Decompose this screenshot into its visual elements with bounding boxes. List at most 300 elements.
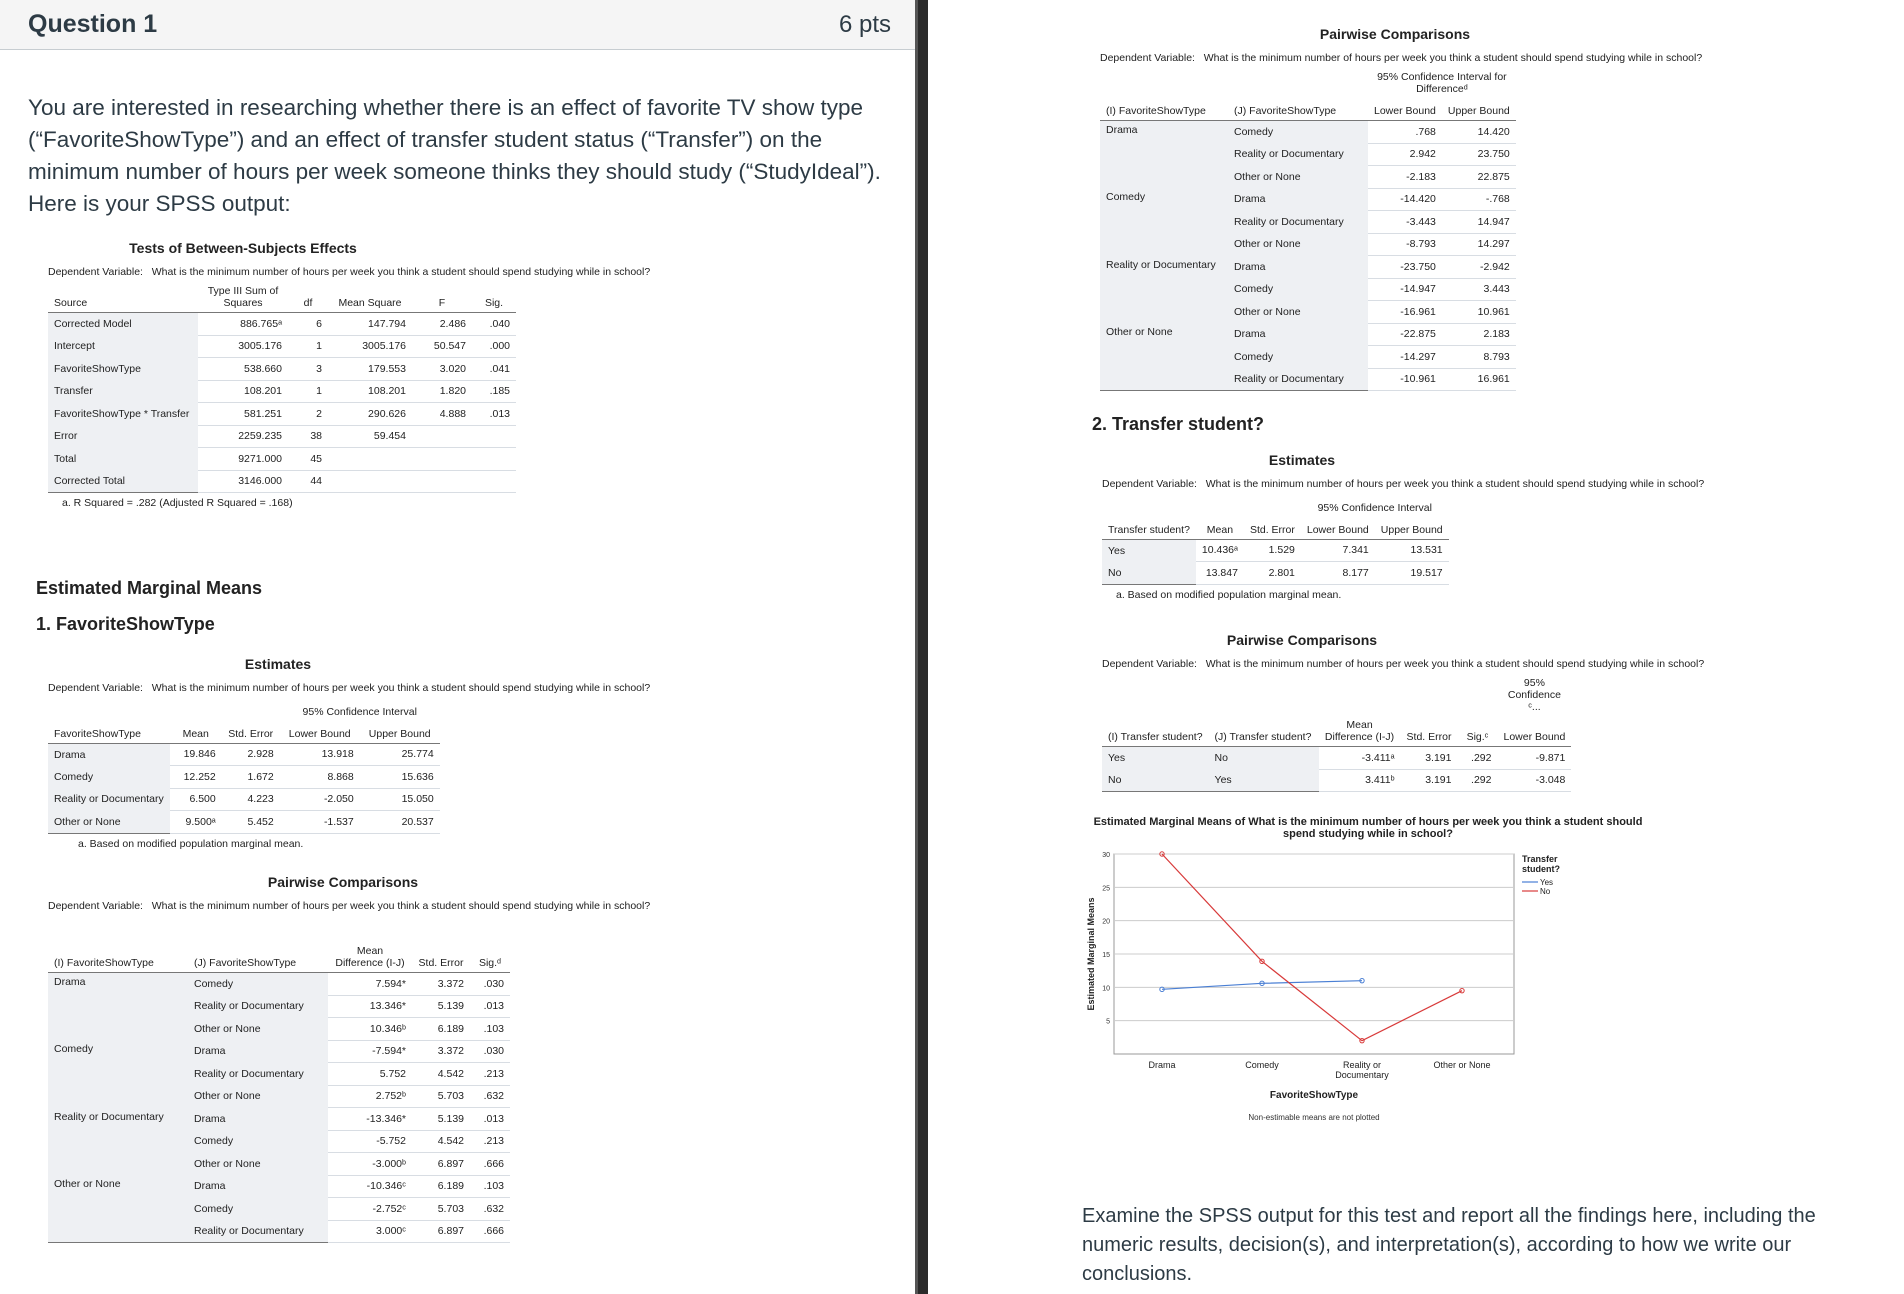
tr-est-label: No (1102, 562, 1196, 585)
fst-est-dv: Dependent Variable: What is the minimum number of hours per week you think a student should spend studying while in school? (48, 682, 651, 694)
fst-pair-ci-row (1100, 256, 1516, 279)
legend-title: student? (1522, 864, 1560, 874)
fst-pair-j-label: Comedy (188, 973, 328, 996)
tr-est-row (1102, 562, 1449, 585)
fst-pair-ci-header: Upper Bound (1442, 98, 1516, 121)
between-value: 108.201 (328, 380, 412, 403)
series-line-yes (1162, 981, 1362, 990)
between-header: Mean Square (328, 282, 412, 313)
between-value: 147.794 (328, 313, 412, 336)
fst-pair-value: 3.000ᶜ (328, 1220, 412, 1243)
tr-pair-value: -3.048 (1497, 769, 1571, 792)
between-value (328, 448, 412, 471)
fst-pair-j-label: Drama (188, 1040, 328, 1063)
tr-pair-value: 3.191 (1401, 747, 1458, 770)
between-value (412, 425, 472, 448)
fst-pair-ci-value: -3.443 (1368, 211, 1442, 234)
fst-pair-i-label: Other or None (48, 1175, 188, 1243)
between-header: df (288, 282, 328, 313)
tr-pair-spacer (1102, 674, 1209, 716)
between-value: 538.660 (198, 358, 288, 381)
fst-est-label: Comedy (48, 766, 170, 789)
between-source: FavoriteShowType (48, 358, 198, 381)
fst-est-label: Reality or Documentary (48, 788, 170, 811)
fst-pair-i-label: Comedy (48, 1040, 188, 1108)
tr-est-header: Transfer student? (1102, 517, 1196, 540)
between-source: Corrected Model (48, 313, 198, 336)
tr-pair-spacer (1319, 674, 1401, 716)
fst-est-value: 15.050 (360, 788, 440, 811)
fst-pair-ci-table (1100, 68, 1516, 391)
fst-pair-ci-j-label: Reality or Documentary (1228, 368, 1368, 391)
fst-pair-ci-value: 2.183 (1442, 323, 1516, 346)
fst-est-header: FavoriteShowType (48, 721, 170, 744)
fst-pair-row (48, 1040, 510, 1063)
tr-est-header: Std. Error (1244, 517, 1301, 540)
fst-pair-ci-value: 10.961 (1442, 301, 1516, 324)
between-row (48, 313, 516, 336)
fst-pair-ci-row (1100, 121, 1516, 144)
fst-est-row (48, 743, 440, 766)
fst-pair-value: 10.346ᵇ (328, 1018, 412, 1041)
y-tick-label: 10 (1102, 985, 1110, 993)
fst-pair-ci-value: -.768 (1442, 188, 1516, 211)
tr-pair-header: Std. Error (1401, 716, 1458, 747)
between-value: 3 (288, 358, 328, 381)
between-value: 38 (288, 425, 328, 448)
fst-pair-ci-header: Lower Bound (1368, 98, 1442, 121)
fst-pair-j-label: Drama (188, 1108, 328, 1131)
y-tick-label: 25 (1102, 885, 1110, 893)
question-title: Question 1 (28, 10, 158, 38)
fst-pair-value: -3.000ᵇ (328, 1153, 412, 1176)
x-tick-label: Reality or (1342, 1060, 1382, 1070)
fst-pair-ci-j-label: Comedy (1228, 346, 1368, 369)
fst-pair-value: 3.372 (412, 1040, 470, 1063)
fst-est-spacer (170, 698, 222, 721)
fst-pair-ci-j-label: Reality or Documentary (1228, 143, 1368, 166)
tr-pair-ci-header: 95% Confidence ᶜ... (1507, 677, 1561, 713)
between-row (48, 470, 516, 493)
fst-pair-ci-j-label: Other or None (1228, 233, 1368, 256)
fst-pair-header: Mean Difference (I-J) (328, 942, 412, 973)
fst-pair-ci-row (1100, 188, 1516, 211)
tr-est-value: 10.436ᵃ (1196, 539, 1244, 562)
fst-pair-j-label: Other or None (188, 1153, 328, 1176)
fst-pair-ci-i-label: Drama (1100, 121, 1228, 189)
left-panel (0, 0, 918, 1294)
fst-pair-ci-i-label: Other or None (1100, 323, 1228, 391)
fst-pair-ci-value: -14.947 (1368, 278, 1442, 301)
fst-pair-header: Std. Error (412, 942, 470, 973)
between-value: 1 (288, 335, 328, 358)
fst-pair-header: Sig.ᵈ (470, 942, 510, 973)
fst-pair-j-label: Reality or Documentary (188, 1220, 328, 1243)
tr-pair-row (1102, 747, 1571, 770)
between-source: Corrected Total (48, 470, 198, 493)
fst-pair-j-label: Reality or Documentary (188, 995, 328, 1018)
between-value: 2 (288, 403, 328, 426)
tr-pair-header: Sig.ᶜ (1457, 716, 1497, 747)
between-dv: Dependent Variable: What is the minimum number of hours per week you think a student should spend studying while in school? (48, 266, 651, 278)
fst-pair-ci-value: -16.961 (1368, 301, 1442, 324)
fst-pair-value: .103 (470, 1175, 510, 1198)
fst-pair-value: .666 (470, 1220, 510, 1243)
fst-pair-ci-j-label: Drama (1228, 256, 1368, 279)
tr-est-value: 13.531 (1375, 539, 1449, 562)
between-row (48, 380, 516, 403)
fst-pair-ci-j-label: Drama (1228, 188, 1368, 211)
fst-est-value: 8.868 (280, 766, 360, 789)
fst-pair-table (48, 942, 510, 1243)
fst-pair-ci-value: 3.443 (1442, 278, 1516, 301)
fst-est-value: 4.223 (222, 788, 280, 811)
tr-pair-label: No (1102, 769, 1209, 792)
question-prompt: You are interested in researching whether there is an effect of favorite TV show type (“FavoriteShowType”) and an effect of transfer student status (“Transfer”) on the minimum number of hours per week someone thinks they should study (“StudyIdeal”). Here is your SPSS output: (28, 95, 881, 216)
fst-pair-ci-value: -8.793 (1368, 233, 1442, 256)
fst-pair-ci-i-label: Comedy (1100, 188, 1228, 256)
tr-est-row (1102, 539, 1449, 562)
fst-title: 1. FavoriteShowType (36, 614, 215, 634)
fst-pair-ci-value: .768 (1368, 121, 1442, 144)
between-value: 4.888 (412, 403, 472, 426)
tr-pair-row (1102, 769, 1571, 792)
fst-pair-row (48, 973, 510, 996)
tr-pair-spacer (1457, 674, 1497, 716)
fst-pair-value: .103 (470, 1018, 510, 1041)
between-value: .040 (472, 313, 516, 336)
tr-est-header: Upper Bound (1375, 517, 1449, 540)
between-source: Total (48, 448, 198, 471)
legend-label: No (1540, 887, 1551, 896)
fst-pair-ci-j-label: Other or None (1228, 166, 1368, 189)
y-tick-label: 5 (1106, 1018, 1110, 1026)
between-value: 59.454 (328, 425, 412, 448)
tr-pair-title: Pairwise Comparisons (1226, 632, 1378, 648)
emm-chart (1086, 850, 1786, 1150)
between-row (48, 358, 516, 381)
tr-estimates-block (1102, 452, 1882, 601)
fst-pair-ci-j-label: Reality or Documentary (1228, 211, 1368, 234)
tr-est-value: 7.341 (1301, 539, 1375, 562)
fst-est-header: Lower Bound (280, 721, 360, 744)
fst-pair-value: 2.752ᵇ (328, 1085, 412, 1108)
fst-pairwise-block (48, 874, 768, 1243)
between-row (48, 448, 516, 471)
tr-est-value: 8.177 (1301, 562, 1375, 585)
fst-pair-value: 6.897 (412, 1153, 470, 1176)
fst-pair-value: 6.189 (412, 1018, 470, 1041)
fst-pair-ci-value: 14.420 (1442, 121, 1516, 144)
tr-est-header: Lower Bound (1301, 517, 1375, 540)
between-value: 179.553 (328, 358, 412, 381)
x-tick-label: Documentary (1335, 1070, 1389, 1080)
tr-est-dv: Dependent Variable: What is the minimum number of hours per week you think a student should spend studying while in school? (1102, 478, 1705, 490)
fst-pair-value: .013 (470, 995, 510, 1018)
x-tick-label: Comedy (1245, 1060, 1279, 1070)
tr-est-header: Mean (1196, 517, 1244, 540)
y-tick-label: 30 (1102, 852, 1110, 859)
fst-pair-value: 5.703 (412, 1198, 470, 1221)
between-value (472, 425, 516, 448)
fst-pair-ci-spacer (1100, 68, 1228, 98)
fst-pair-j-label: Other or None (188, 1018, 328, 1041)
tr-pair-dv: Dependent Variable: What is the minimum number of hours per week you think a student should spend studying while in school? (1102, 658, 1705, 670)
chart-note: Non-estimable means are not plotted (1248, 1113, 1380, 1122)
fst-est-row (48, 811, 440, 834)
fst-pair-j-label: Comedy (188, 1130, 328, 1153)
fst-pair-value: .030 (470, 1040, 510, 1063)
tr-pair-value: .292 (1457, 769, 1497, 792)
fst-pair-ci-value: -23.750 (1368, 256, 1442, 279)
tr-pair-value: -3.411ᵃ (1319, 747, 1401, 770)
between-row (48, 403, 516, 426)
fst-pair-ci-value: 2.942 (1368, 143, 1442, 166)
fst-pair-value: 4.542 (412, 1063, 470, 1086)
fst-pair-value: .632 (470, 1085, 510, 1108)
fst-est-value: 13.918 (280, 743, 360, 766)
fst-pair-ci-j-label: Comedy (1228, 121, 1368, 144)
fst-pair-ci-j-label: Other or None (1228, 301, 1368, 324)
fst-est-value: 2.928 (222, 743, 280, 766)
between-value: .000 (472, 335, 516, 358)
right-panel (928, 0, 1904, 1294)
tr-pair-header: Lower Bound (1497, 716, 1571, 747)
fst-pair-ci-ci-header: 95% Confidence Interval for Differenceᵈ (1377, 71, 1507, 95)
tr-pair-label: Yes (1209, 769, 1319, 792)
tr-est-value: 19.517 (1375, 562, 1449, 585)
fst-pair-ci-dv: Dependent Variable: What is the minimum number of hours per week you think a student should spend studying while in school? (1100, 52, 1703, 64)
fst-pair-ci-value: 16.961 (1442, 368, 1516, 391)
fst-est-header: Mean (170, 721, 222, 744)
tr-est-value: 1.529 (1244, 539, 1301, 562)
fst-est-value: 20.537 (360, 811, 440, 834)
transfer-title: 2. Transfer student? (1092, 414, 1265, 434)
fst-est-header: Std. Error (222, 721, 280, 744)
fst-est-header: Upper Bound (360, 721, 440, 744)
fst-pair-value: 4.542 (412, 1130, 470, 1153)
tr-pair-value: 3.191 (1401, 769, 1458, 792)
fst-pair-value: -13.346* (328, 1108, 412, 1131)
tr-est-footnote: a. Based on modified population marginal mean. (1116, 588, 1342, 601)
between-value: 9271.000 (198, 448, 288, 471)
between-value: 1 (288, 380, 328, 403)
between-value: .013 (472, 403, 516, 426)
fst-pair-title: Pairwise Comparisons (267, 874, 419, 890)
fst-pair-j-label: Reality or Documentary (188, 1063, 328, 1086)
tr-pair-label: Yes (1102, 747, 1209, 770)
fst-pair-value: 7.594* (328, 973, 412, 996)
fst-est-value: 12.252 (170, 766, 222, 789)
between-title: Tests of Between-Subjects Effects (129, 240, 357, 256)
fst-pair-ci-j-label: Drama (1228, 323, 1368, 346)
fst-est-title: Estimates (244, 656, 312, 672)
fst-pair-ci-spacer (1228, 68, 1368, 98)
fst-est-footnote: a. Based on modified population marginal mean. (78, 837, 304, 850)
fst-est-value: 9.500ᵃ (170, 811, 222, 834)
fst-est-label: Other or None (48, 811, 170, 834)
fst-pair-ci-value: -14.420 (1368, 188, 1442, 211)
between-value: 581.251 (198, 403, 288, 426)
between-value: 3146.000 (198, 470, 288, 493)
between-value: 2.486 (412, 313, 472, 336)
fst-est-row (48, 788, 440, 811)
fst-pair-value: -2.752ᶜ (328, 1198, 412, 1221)
between-value (412, 448, 472, 471)
fst-pair-ci-value: 22.875 (1442, 166, 1516, 189)
tr-est-value: 2.801 (1244, 562, 1301, 585)
fst-est-value: 1.672 (222, 766, 280, 789)
fst-pair-ci-value: 14.297 (1442, 233, 1516, 256)
fst-pair-ci-j-label: Comedy (1228, 278, 1368, 301)
fst-est-value: 25.774 (360, 743, 440, 766)
emm-title: Estimated Marginal Means (36, 578, 263, 598)
fst-pair-row (48, 1108, 510, 1131)
fst-pair-value: .666 (470, 1153, 510, 1176)
fst-pair-ci-value: -22.875 (1368, 323, 1442, 346)
fst-estimates-block (48, 656, 768, 850)
fst-pair-value: .213 (470, 1063, 510, 1086)
fst-pair-value: .632 (470, 1198, 510, 1221)
between-value: 45 (288, 448, 328, 471)
fst-est-value: 19.846 (170, 743, 222, 766)
tr-est-spacer (1102, 494, 1196, 517)
y-tick-label: 15 (1102, 952, 1110, 959)
y-axis-label: Estimated Marginal Means (1086, 897, 1096, 1011)
tr-est-spacer (1244, 494, 1301, 517)
between-value: .041 (472, 358, 516, 381)
fst-pair-ci-value: 8.793 (1442, 346, 1516, 369)
fst-est-value: 15.636 (360, 766, 440, 789)
between-table (48, 282, 516, 493)
fst-pair-ci-value: 23.750 (1442, 143, 1516, 166)
emm-chart-title: Estimated Marginal Means of What is the minimum number of hours per week you think a student should spend studying while in school? (1093, 816, 1643, 840)
y-tick-label: 20 (1102, 918, 1110, 926)
between-value: 108.201 (198, 380, 288, 403)
x-axis-label: FavoriteShowType (1269, 1090, 1359, 1101)
fst-pair-ci-i-label: Reality or Documentary (1100, 256, 1228, 324)
fst-est-value: 5.452 (222, 811, 280, 834)
fst-est-row (48, 766, 440, 789)
tr-pair-spacer (1401, 674, 1458, 716)
fst-pair-i-label: Reality or Documentary (48, 1108, 188, 1176)
fst-pair-ci-block (1100, 26, 1880, 391)
tr-pairwise-block (1102, 632, 1882, 792)
between-subjects-block (48, 240, 748, 509)
tr-est-title: Estimates (1268, 452, 1336, 468)
fst-pair-ci-value: 14.947 (1442, 211, 1516, 234)
fst-pair-ci-value: -2.183 (1368, 166, 1442, 189)
tr-est-ci-header: 95% Confidence Interval (1317, 501, 1432, 514)
fst-pair-value: 5.752 (328, 1063, 412, 1086)
between-source: Intercept (48, 335, 198, 358)
between-value: 886.765ᵃ (198, 313, 288, 336)
fst-pair-value: 5.139 (412, 995, 470, 1018)
tr-pair-value: 3.411ᵇ (1319, 769, 1401, 792)
fst-pair-value: 6.897 (412, 1220, 470, 1243)
fst-pair-value: -10.346ᶜ (328, 1175, 412, 1198)
tr-est-spacer (1196, 494, 1244, 517)
between-value (472, 470, 516, 493)
fst-est-spacer (222, 698, 280, 721)
fst-est-table (48, 698, 440, 834)
series-line-no (1162, 854, 1462, 1041)
between-value: 3005.176 (328, 335, 412, 358)
between-value: 50.547 (412, 335, 472, 358)
between-value: 1.820 (412, 380, 472, 403)
tr-pair-header: (J) Transfer student? (1209, 716, 1319, 747)
fst-est-label: Drama (48, 743, 170, 766)
between-value: 290.626 (328, 403, 412, 426)
fst-pair-value: 13.346* (328, 995, 412, 1018)
fst-pair-value: 6.189 (412, 1175, 470, 1198)
fst-est-value: -1.537 (280, 811, 360, 834)
between-header: Sig. (472, 282, 516, 313)
tr-est-label: Yes (1102, 539, 1196, 562)
between-value (412, 470, 472, 493)
fst-pair-ci-title: Pairwise Comparisons (1319, 26, 1471, 42)
tr-pair-value: -9.871 (1497, 747, 1571, 770)
fst-pair-ci-value: -10.961 (1368, 368, 1442, 391)
fst-pair-j-label: Drama (188, 1175, 328, 1198)
fst-pair-value: .030 (470, 973, 510, 996)
between-source: Transfer (48, 380, 198, 403)
between-footnote: a. R Squared = .282 (Adjusted R Squared = .168) (62, 497, 293, 509)
between-row (48, 425, 516, 448)
fst-pair-header: (J) FavoriteShowType (188, 942, 328, 973)
fst-est-spacer (48, 698, 170, 721)
between-value: 3.020 (412, 358, 472, 381)
tr-pair-header: Mean Difference (I-J) (1319, 716, 1401, 747)
fst-pair-value: 3.372 (412, 973, 470, 996)
fst-pair-value: -7.594* (328, 1040, 412, 1063)
tr-pair-spacer (1209, 674, 1319, 716)
between-source: Error (48, 425, 198, 448)
tr-est-value: 13.847 (1196, 562, 1244, 585)
between-value: 44 (288, 470, 328, 493)
between-source: FavoriteShowType * Transfer (48, 403, 198, 426)
between-value (472, 448, 516, 471)
fst-pair-ci-header: (I) FavoriteShowType (1100, 98, 1228, 121)
tr-pair-value: .292 (1457, 747, 1497, 770)
between-header: F (412, 282, 472, 313)
legend-title: Transfer (1522, 854, 1558, 864)
fst-pair-i-label: Drama (48, 973, 188, 1041)
fst-pair-row (48, 1175, 510, 1198)
fst-pair-dv: Dependent Variable: What is the minimum number of hours per week you think a student should spend studying while in school? (48, 900, 651, 912)
fst-pair-j-label: Comedy (188, 1198, 328, 1221)
fst-pair-header: (I) FavoriteShowType (48, 942, 188, 973)
x-tick-label: Other or None (1433, 1060, 1491, 1070)
tr-pair-header: (I) Transfer student? (1102, 716, 1209, 747)
fst-pair-j-label: Other or None (188, 1085, 328, 1108)
question-points: 6 pts (838, 10, 891, 38)
examine-instructions: Examine the SPSS output for this test and report all the findings here, including the numeric results, decision(s), and interpretation(s), according to how we write our conclusions. (1082, 1205, 1816, 1285)
fst-pair-ci-row (1100, 323, 1516, 346)
fst-est-ci-header: 95% Confidence Interval (302, 705, 417, 718)
between-value (328, 470, 412, 493)
fst-pair-ci-value: -2.942 (1442, 256, 1516, 279)
x-tick-label: Drama (1148, 1060, 1176, 1070)
tr-est-table (1102, 494, 1449, 585)
legend-label: Yes (1540, 878, 1554, 887)
fst-est-value: -2.050 (280, 788, 360, 811)
fst-pair-value: -5.752 (328, 1130, 412, 1153)
between-header: Type III Sum of Squares (198, 282, 288, 313)
between-row (48, 335, 516, 358)
question-header (0, 0, 915, 50)
fst-pair-value: 5.139 (412, 1108, 470, 1131)
